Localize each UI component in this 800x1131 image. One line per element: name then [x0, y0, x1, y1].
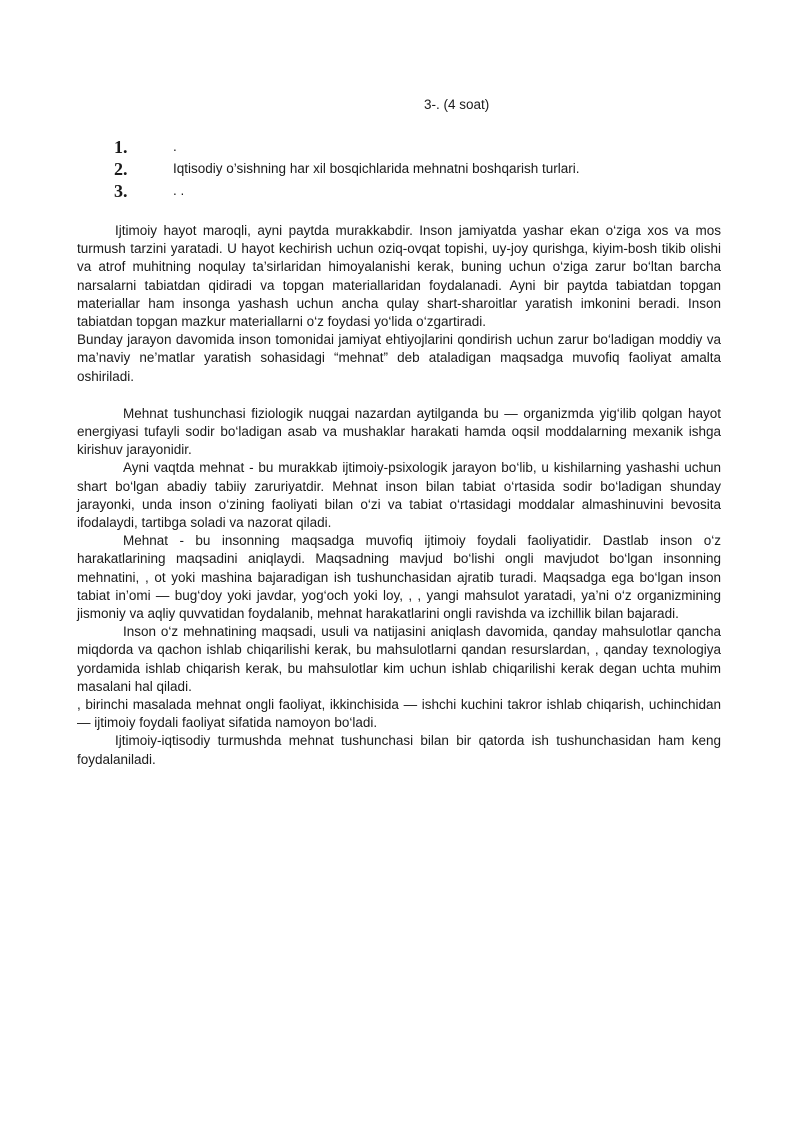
- plan-item: [114, 180, 714, 202]
- plan-item: [114, 158, 714, 180]
- plan-item-text: Iqtisodiy o’sishning har xil bosqichlarida mehnatni boshqarish turlari.: [173, 161, 580, 176]
- plan-item-number: 2.: [114, 159, 128, 179]
- paragraph: Mehnat - bu insonning maqsadga muvofiq ijtimoiy foydali faoliyatidir. Dastlab inson o‘z harakatlarining maqsadini aniqlaydi. Maqsadning mavjud bo‘lishi ongli mavjudot bo‘lgan insonning mehnatini, , ot yoki mashina bajaradigan ish tushunchasidan ajratib turadi. Maqsadga ega bo‘lgan inson tabiat in’omi — bug‘doy yoki javdar, yog‘och yoki loy, , , yangi mahsulot yaratadi, ya’ni o‘z organizmining jismoniy va aqliy quvvatidan foydalanib, mehnat harakatlarini ongli ravishda va izchillik bilan bajaradi.: [77, 533, 721, 622]
- paragraph: Ijtimoiy hayot maroqli, ayni paytda murakkabdir. Inson jamiyatda yashar ekan o‘ziga xos va mos turmush tarzini yaratadi. U hayot kechirish uchun oziq-ovqat topishi, uy-joy qurishga, kiyim-bosh tikib olishi va atrof muhitning noqulay ta’sirlaridan himoyalanishi kerak, buning uchun o‘ziga zarur bo‘ltan barcha narsalarni tabiatdan qidiradi va topgan materiallaridan foydalanadi. Ayni bir paytda tabiatdan topgan materiallar ham insonga yashash uchun ancha qulay shart-sharoitlar yaratish imkonini beradi. Inson tabiatdan topgan mazkur materiallarni o‘z foydasi yo‘lida o‘zgartiradi.: [77, 223, 721, 330]
- paragraph: Bunday jarayon davomida inson tomonidai jamiyat ehtiyojlarini qondirish uchun zarur bo‘ladigan moddiy va ma’naviy ne’matlar yaratish sohasidagi “mehnat” deb ataladigan maqsadga muvofiq faoliyat amalta oshiriladi.: [77, 332, 721, 384]
- paragraph: Ijtimoiy-iqtisodiy turmushda mehnat tushunchasi bilan bir qatorda ish tushunchasidan ham keng foydalaniladi.: [77, 733, 721, 767]
- paragraph: Inson o‘z mehnatining maqsadi, usuli va natijasini aniqlash davomida, qanday mahsulotlar qancha miqdorda va qachon ishlab chiqarilishi kerak, bu mahsulotlarni qandan resurslardan, , qanday texnologiya yordamida ishlab chiqarish kerak, bu mahsulotlar kim uchun ishlab chiqarilishi kerak degan uchta muhim masalani hal qiladi.: [77, 624, 721, 694]
- paragraph-gap: [77, 386, 721, 405]
- plan-item-text: . .: [173, 183, 185, 198]
- plan-item-number: 1.: [114, 137, 128, 157]
- plan-item: [114, 136, 714, 158]
- plan-list: [114, 136, 714, 202]
- paragraph: , birinchi masalada mehnat ongli faoliyat, ikkinchisida — ishchi kuchini takror ishlab chiqarish, uchinchidan — ijtimoiy foydali faoliyat sifatida namoyon bo‘ladi.: [77, 697, 721, 731]
- plan-item-text: .: [173, 139, 177, 154]
- paragraph: Mehnat tushunchasi fiziologik nuqgai nazardan aytilganda bu — organizmda yig‘ilib qolgan hayot energiyasi tufayli sodir bo‘ladigan asab va mushaklar harakati hamda oqsil moddalarning mexanik ishga kirishuv jarayonidir.: [77, 405, 721, 458]
- plan-item-number: 3.: [114, 181, 128, 201]
- document-body: [77, 222, 721, 769]
- lecture-heading: 3-. (4 soat): [424, 97, 490, 112]
- paragraph: Ayni vaqtda mehnat - bu murakkab ijtimoiy-psixologik jarayon bo‘lib, u kishilarning yashashi uchun shart bo‘lgan abadiy tabiiy zaruriyatdir. Mehnat inson bilan tabiat o‘rtasida sodir bo‘ladigan shunday jarayonki, unda inson o‘zining faoliyati bilan o‘zi va tabiat o‘rtasidagi moddalar almashinuvini bevosita ifodalaydi, tartibga soladi va nazorat qiladi.: [77, 460, 721, 531]
